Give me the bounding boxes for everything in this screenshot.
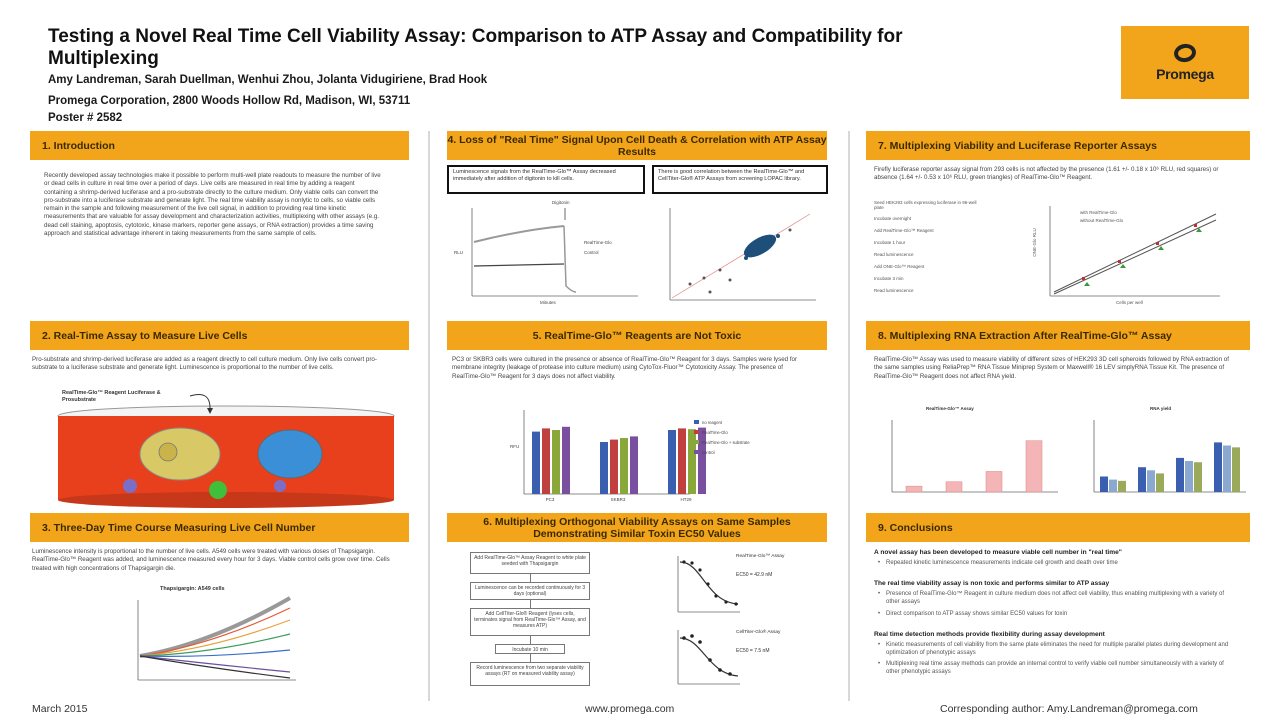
section-4-header: 4. Loss of "Real Time" Signal Upon Cell Death & Correlation with ATP Assay Results (447, 131, 827, 160)
bar-C-Maxwell (1194, 462, 1202, 492)
toxicity-y-label: RFU (510, 444, 520, 449)
ec50-curve-bottom (672, 626, 822, 690)
reagent-label: RealTime-Glo™ Reagent Luciferase & Prosubstrate (62, 390, 161, 403)
legend-without: without RealTime-Glo (1080, 218, 1124, 223)
ec50-top-value: EC50 = 42.9 nM (736, 572, 773, 578)
bar-D-ReliaPrep-+-RTG (1223, 446, 1231, 493)
bar-SKBR3-control (630, 436, 638, 494)
time-course-title: Thapsigargin: A549 cells (160, 586, 225, 592)
note-correlation: There is good correlation between the RealTime-Glo™ and CellTiter-Glo® ATP Assays from screening LOPAC library. (652, 165, 828, 194)
bar-PC3-control (562, 427, 570, 494)
footer-website[interactable]: www.promega.com (585, 703, 675, 715)
legend-swatch (694, 450, 699, 454)
conclusion-1-head: A novel assay has been developed to measure viable cell number in "real time" (874, 549, 1122, 556)
legend-swatch (694, 420, 699, 424)
bar-PC3-RealTime-Glo (542, 428, 550, 494)
conclusion-2-bullet: • Direct comparison to ATP assay shows similar EC50 values for toxin (878, 611, 1238, 619)
conclusion-3-head: Real time detection methods provide flexibility during assay development (874, 631, 1105, 638)
section-6-header: 6. Multiplexing Orthogonal Viability Assays on Same Samples Demonstrating Similar Toxin EC50 Values (447, 513, 827, 542)
signal-loss-chart (452, 200, 642, 310)
bar-D-ReliaPrep (1214, 442, 1222, 492)
protocol-step: Add RealTime-Glo™ Reagent (874, 228, 934, 233)
protocol-step: Seed HEK293 cells expressing luciferase in 96-well plate (874, 200, 977, 211)
column-divider (428, 131, 430, 701)
toxicity-bar-chart (510, 404, 770, 508)
reporter-linear-chart (1020, 200, 1230, 312)
multiplex-flowchart (470, 552, 620, 692)
ec50-bottom-label: CellTiter-Glo® Assay (736, 630, 781, 635)
promega-logo (1121, 26, 1249, 99)
section-3-header: 3. Three-Day Time Course Measuring Live Cell Number (30, 513, 409, 542)
conclusion-2-head: The real time viability assay is non toxic and performs similar to ATP assay (874, 580, 1110, 587)
bar-SKBR3-no-reagent (600, 442, 608, 494)
y-axis-label: RLU (454, 250, 464, 255)
ec50-bottom-value: EC50 = 7.5 nM (736, 648, 770, 654)
poster-title: Testing a Novel Real Time Cell Viability Assay: Comparison to ATP Assay and Compatibility for Multiplexing (48, 26, 903, 69)
section-3-body: Luminescence intensity is proportional to the number of live cells. A549 cells were treated with various doses of Thapsigargin. RealTime-Glo™ Reagent was added, and luminescence measured every hour for 3 days. Viable control cells grow over time. Cells treated with high concentrations of Thapsigargin die. (32, 548, 390, 572)
bar-PC3-RealTime-Glo-+-substrate (552, 430, 560, 494)
flow-step-1: Add RealTime-Glo™ Assay Reagent to white plate seeded with Thapsigargin (470, 552, 590, 574)
bar-A-ReliaPrep-+-RTG (1109, 480, 1117, 492)
note-signal-loss: Luminescence signals from the RealTime-Glo™ Assay decreased immediately after addition of digitonin to kill cells. (447, 165, 645, 194)
legend-swatch (694, 440, 699, 444)
promega-logo-icon (1173, 42, 1198, 64)
conclusion-2-bullet: • Presence of RealTime-Glo™ Reagent in culture medium does not affect cell viability, thus enabling multiplexing with a variety of other assays (878, 591, 1238, 606)
reporter-x-label: Cells per well (1116, 300, 1143, 305)
bar-SKBR3-RealTime-Glo (610, 440, 618, 494)
bar-B-ReliaPrep-+-RTG (1147, 470, 1155, 492)
legend-label: control (702, 450, 715, 455)
legend-realtime: RealTime-Glo (584, 240, 612, 245)
flow-step-5: Record luminescence from two separate viability assays (RT on measured viability assay) (470, 662, 590, 686)
correlation-scatter (660, 200, 820, 310)
protocol-step: Incubate overnight (874, 216, 912, 221)
section-1-body: Recently developed assay technologies make it possible to perform multi-well plate readouts to measure the number of live or dead cells in culture in real time over a period of days. Live cells are measured in real time by adding a reagent containing a shrimp-derived luciferase and a pro-substrate directly to the culture medium. Only viable cells can convert the pro-substrate into a luciferase substrate and generate light. The real time viability assay is nonlytic to cells, so viable cells remain in the sample and following measurement of the live cell signal, in addition to providing real time kinetic measurements that are valuable for assay development and characterization activities, multiplexing with other assays (e.g. dead cell staining, apoptosis, cytotoxic, kinase markers, reporter gene assays, or RNA extraction) provides a time saving approach and statistical advantage inherent in taking measurements from the same sample of cells. (44, 172, 381, 238)
section-2-header: 2. Real-Time Assay to Measure Live Cells (30, 321, 409, 350)
section-7-header: 7. Multiplexing Viability and Luciferase Reporter Assays (866, 131, 1250, 160)
protocol-step: Read luminescence (874, 288, 914, 293)
logo-text: Promega (1156, 65, 1214, 82)
flow-arrow (530, 654, 531, 662)
flow-arrow (530, 636, 531, 644)
section-5-header: 5. RealTime-Glo™ Reagents are Not Toxic (447, 321, 827, 350)
ec50-curve-top (672, 552, 822, 622)
bar-C-ReliaPrep (1176, 458, 1184, 492)
section-8-header: 8. Multiplexing RNA Extraction After RealTime-Glo™ Assay (866, 321, 1250, 350)
poster-number: Poster # 2582 (48, 112, 123, 124)
conclusion-1-bullet: • Repeated kinetic luminescence measurements indicate cell growth and death over time (878, 560, 1238, 568)
legend-control: Control (584, 250, 599, 255)
category-label: PC3 (545, 497, 555, 502)
protocol-step: Add ONE-Glo™ Reagent (874, 264, 925, 269)
bar-D (1026, 441, 1042, 492)
bar-SKBR3-RealTime-Glo-+-substrate (620, 438, 628, 494)
rna-right-title: RNA yield (1150, 406, 1172, 411)
protocol-step: Read luminescence (874, 252, 914, 257)
rna-viability-chart (872, 406, 1062, 506)
legend-swatch (694, 430, 699, 434)
bar-HT29-RealTime-Glo (678, 428, 686, 494)
rna-yield-chart (1080, 406, 1250, 506)
legend-with: with RealTime-Glo (1080, 210, 1117, 215)
protocol-step: Incubate 3 min (874, 276, 904, 281)
flow-arrow (530, 574, 531, 582)
section-1-header: 1. Introduction (30, 131, 409, 160)
digitonin-label: Digitonin (552, 200, 570, 205)
reporter-protocol-list (874, 200, 1014, 310)
legend-label: no reagent (702, 420, 723, 425)
reporter-y-label: ONE-Glo RLU (1031, 228, 1037, 257)
flow-step-4: Incubate 10 min (495, 644, 565, 654)
section-5-body: PC3 or SKBR3 cells were cultured in the presence or absence of RealTime-Glo™ Reagent for 3 days. Samples were lysed for membrane integrity (leakage of protease into culture medium) using CytoTox-Fluor™ Cytotoxicity Assay. The presence of RealTime-Glo™ Reagent for 3 days does not affect viability. (452, 356, 798, 380)
authors: Amy Landreman, Sarah Duellman, Wenhui Zhou, Jolanta Vidugiriene, Brad Hook (48, 74, 488, 86)
footer-date: March 2015 (32, 703, 88, 715)
footer-contact[interactable]: Corresponding author: Amy.Landreman@promega.com (940, 703, 1198, 715)
section-9-header: 9. Conclusions (866, 513, 1250, 542)
bar-C (986, 471, 1002, 492)
bar-D-Maxwell (1232, 447, 1240, 492)
flow-step-3: Add CellTiter-Glo® Reagent (lyses cells, terminates signal from RealTime-Glo™ Assay, and measures ATP) (470, 608, 590, 636)
live-cell-assay-diagram (40, 386, 400, 508)
bar-A (906, 486, 922, 492)
bar-PC3-no-reagent (532, 432, 540, 494)
column-divider (848, 131, 850, 701)
legend-label: RealTime-Glo (702, 430, 728, 435)
bar-A-Maxwell (1118, 481, 1126, 492)
section-8-body: RealTime-Glo™ Assay was used to measure viability of different sizes of HEK293 3D cell spheroids followed by RNA extraction of the same samples using ReliaPrep™ RNA Tissue Miniprep System or Maxwell® 16 LEV simplyRNA Tissue Kit. The presence of RealTime-Glo™ Reagent does not affect RNA yield. (874, 356, 1229, 380)
affiliation: Promega Corporation, 2800 Woods Hollow Rd, Madison, WI, 53711 (48, 95, 411, 107)
category-label: HT29 (680, 497, 692, 502)
section-7-body: Firefly luciferase reporter assay signal from 293 cells is not affected by the presence (1.61 +/- 0.18 x 10⁶ RLU, red squares) or absence (1.64 +/- 0.53 x 10⁶ RLU, green triangles) of RealTime-Glo™ Reagent. (874, 166, 1219, 182)
bar-HT29-no-reagent (668, 430, 676, 494)
bar-HT29-control (698, 428, 706, 494)
section-2-body: Pro-substrate and shrimp-derived luciferase are added as a reagent directly to cell culture medium. Only live cells convert pro-substrate to a luciferase substrate and generate light. Luminescence is proportional to the number of live cells. (32, 356, 377, 372)
legend-label: RealTime-Glo + substrate (702, 440, 750, 445)
ec50-top-label: RealTime-Glo™ Assay (736, 554, 785, 559)
conclusion-3-bullet: • Kinetic measurements of cell viability from the same plate eliminates the need for multiple parallel plates during development and optimization of phenotypic assays (878, 642, 1238, 657)
conclusion-3-bullet: • Multiplexing real time assay methods can provide an internal control to verify viable cell number simultaneously with a variety of other phenotypic assays (878, 661, 1238, 676)
category-label: SKBR3 (610, 497, 626, 502)
time-course-chart (100, 586, 300, 686)
bar-HT29-RealTime-Glo-+-substrate (688, 429, 696, 494)
x-axis-label: Minutes (540, 300, 556, 305)
flow-step-2: Luminescence can be recorded continuously for 3 days (optional) (470, 582, 590, 600)
bar-B (946, 482, 962, 492)
bar-A-ReliaPrep (1100, 477, 1108, 493)
bar-C-ReliaPrep-+-RTG (1185, 461, 1193, 492)
flow-arrow (530, 600, 531, 608)
bar-B-Maxwell (1156, 473, 1164, 492)
rna-left-title: RealTime-Glo™ Assay (926, 406, 974, 411)
protocol-step: Incubate 1 hour (874, 240, 906, 245)
bar-B-ReliaPrep (1138, 467, 1146, 492)
